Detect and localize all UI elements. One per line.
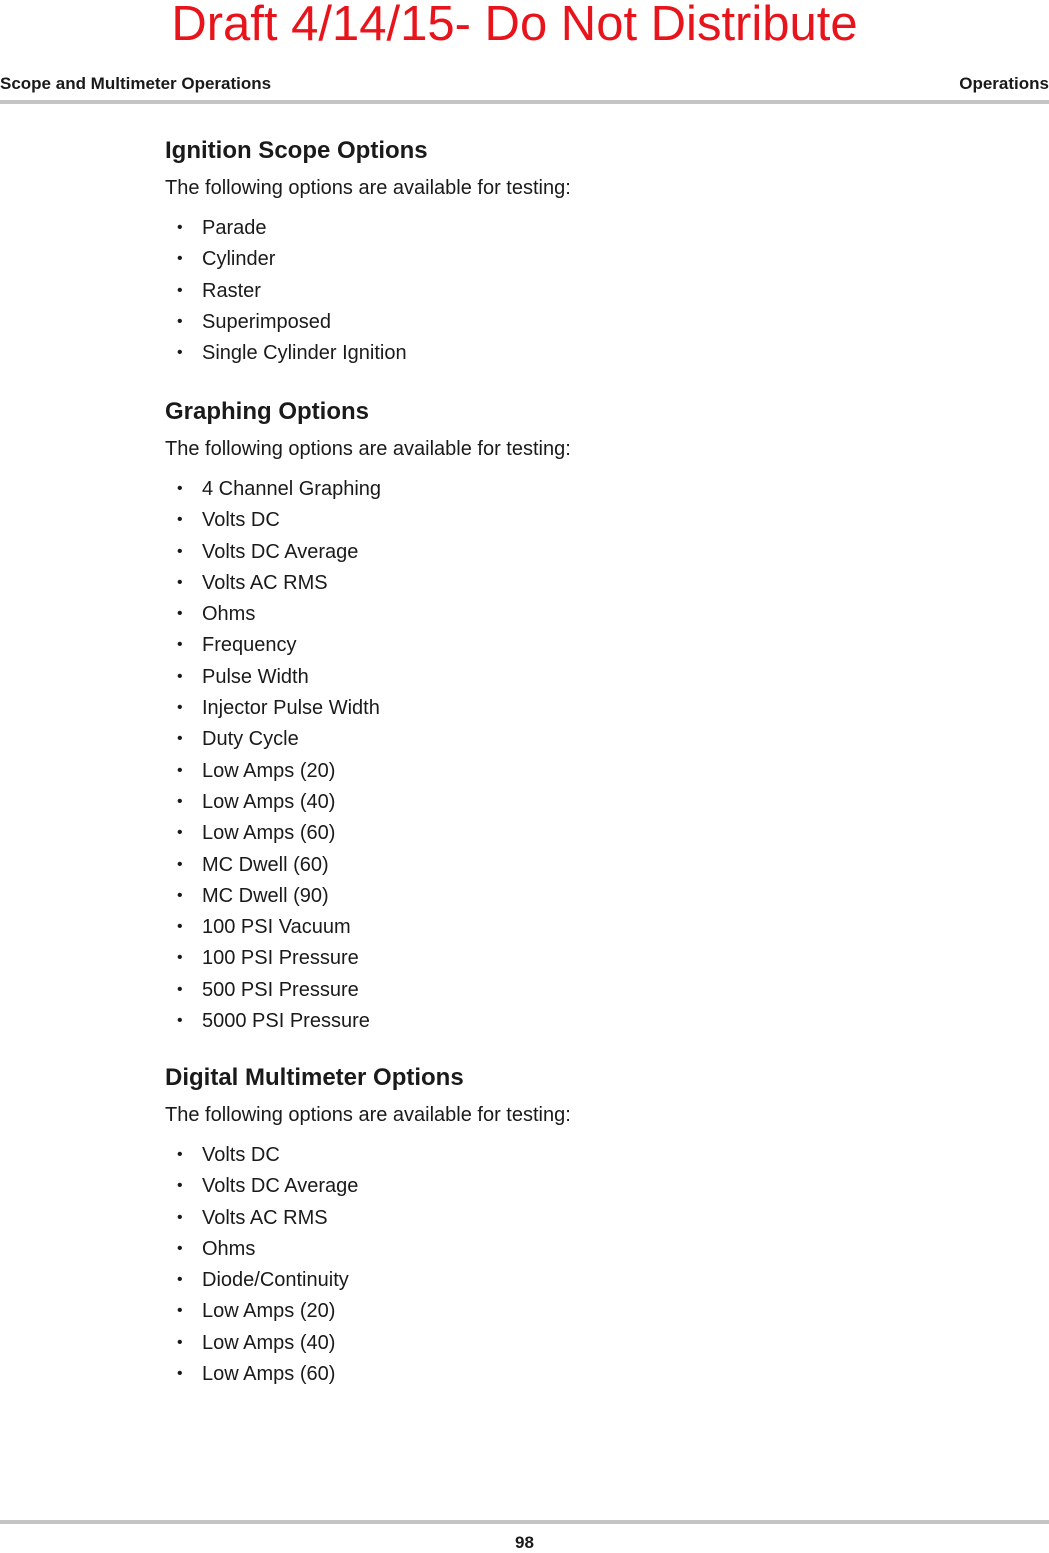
list-item-label: Frequency (202, 634, 297, 657)
bullet-icon: • (177, 730, 183, 748)
list-item-label: Volts AC RMS (202, 571, 328, 594)
list-item (165, 1174, 358, 1205)
list-item-label: Injector Pulse Width (202, 697, 380, 720)
header-section-title: Operations (959, 74, 1049, 93)
list-item-label: Cylinder (202, 248, 276, 271)
list-item-label: Volts DC (202, 1144, 280, 1166)
list-item (165, 665, 381, 696)
section-intro: The following options are available for testing: (165, 1104, 571, 1126)
list-item-label: Pulse Width (202, 665, 309, 688)
bullet-icon: • (177, 761, 183, 779)
bullet-icon: • (177, 1333, 183, 1351)
bullet-icon: • (177, 573, 183, 591)
bullet-icon: • (177, 1146, 183, 1163)
list-item (165, 1009, 381, 1040)
list-item (165, 915, 381, 946)
list-item-label: Low Amps (60) (202, 1363, 336, 1386)
list-item-label: Ohms (202, 1237, 256, 1260)
bullet-icon: • (177, 344, 183, 362)
list-item (165, 727, 381, 758)
section-heading: Digital Multimeter Options (165, 1064, 464, 1091)
bullet-icon: • (177, 1177, 183, 1195)
list-item-label: MC Dwell (90) (202, 884, 329, 907)
page-header (0, 74, 1049, 94)
bullet-icon: • (177, 636, 183, 654)
header-divider (0, 100, 1049, 104)
list-item (165, 1143, 358, 1174)
section-intro: The following options are available for testing: (165, 177, 571, 199)
list-item (165, 884, 381, 915)
list-item (165, 821, 381, 852)
list-item (165, 1331, 358, 1362)
bullet-icon: • (177, 980, 183, 998)
list-item-label: Low Amps (40) (202, 1331, 336, 1354)
list-item (165, 946, 381, 977)
list-item-label: Volts DC Average (202, 540, 359, 563)
bullet-icon: • (177, 918, 183, 936)
list-item (165, 1362, 358, 1393)
bullet-icon: • (177, 281, 183, 299)
list-item (165, 540, 381, 571)
section-ignition-scope-options (165, 136, 965, 365)
list-item-label: Volts AC RMS (202, 1206, 328, 1229)
list-item-label: Superimposed (202, 310, 331, 333)
list-item (165, 853, 381, 884)
section-intro: The following options are available for testing: (165, 438, 571, 460)
list-item (165, 341, 407, 372)
bullet-icon: • (177, 1239, 183, 1257)
list-item-label: Low Amps (40) (202, 790, 336, 813)
list-item-label: Volts DC Average (202, 1175, 359, 1198)
section-heading: Graphing Options (165, 398, 369, 425)
list-item-label: 500 PSI Pressure (202, 978, 359, 1001)
bullet-icon: • (177, 250, 183, 268)
bullet-icon: • (177, 1208, 183, 1226)
bullet-icon: • (177, 219, 183, 236)
section-graphing-options (165, 397, 965, 1033)
list-item-label: Low Amps (20) (202, 1300, 336, 1323)
bullet-icon: • (177, 824, 183, 842)
bullet-icon: • (177, 1302, 183, 1320)
list-item-label: 4 Channel Graphing (202, 478, 382, 500)
list-item (165, 571, 381, 602)
list-item-label: 5000 PSI Pressure (202, 1010, 370, 1033)
options-list (165, 1143, 358, 1393)
page-number: 98 (515, 1533, 534, 1552)
bullet-icon: • (177, 1271, 183, 1289)
bullet-icon: • (177, 605, 183, 623)
list-item (165, 759, 381, 790)
list-item (165, 216, 407, 247)
list-item (165, 247, 407, 278)
section-digital-multimeter-options (165, 1063, 965, 1386)
list-item-label: Duty Cycle (202, 728, 299, 751)
list-item (165, 310, 407, 341)
bullet-icon: • (177, 949, 183, 967)
list-item-label: Single Cylinder Ignition (202, 342, 407, 365)
list-item-label: Parade (202, 217, 267, 239)
bullet-icon: • (177, 792, 183, 810)
bullet-icon: • (177, 480, 183, 497)
list-item-label: 100 PSI Vacuum (202, 916, 351, 939)
list-item (165, 279, 407, 310)
list-item-label: Diode/Continuity (202, 1269, 349, 1292)
bullet-icon: • (177, 667, 183, 685)
list-item (165, 1206, 358, 1237)
options-list (165, 216, 407, 372)
list-item-label: MC Dwell (60) (202, 853, 329, 876)
list-item-label: Raster (202, 279, 261, 302)
list-item-label: Low Amps (20) (202, 759, 336, 782)
header-chapter-title: Scope and Multimeter Operations (0, 74, 272, 93)
list-item (165, 477, 381, 508)
bullet-icon: • (177, 886, 183, 904)
list-item-label: Volts DC (202, 509, 280, 532)
draft-watermark: Draft 4/14/15- Do Not Distribute (171, 0, 858, 51)
list-item-label: 100 PSI Pressure (202, 947, 359, 970)
bullet-icon: • (177, 1365, 183, 1383)
section-heading: Ignition Scope Options (165, 137, 428, 164)
footer-divider (0, 1520, 1049, 1524)
list-item (165, 978, 381, 1009)
list-item (165, 602, 381, 633)
bullet-icon: • (177, 1012, 183, 1030)
bullet-icon: • (177, 312, 183, 330)
bullet-icon: • (177, 511, 183, 529)
list-item (165, 1268, 358, 1299)
list-item-label: Ohms (202, 603, 256, 626)
list-item (165, 696, 381, 727)
bullet-icon: • (177, 699, 183, 717)
list-item (165, 508, 381, 539)
list-item-label: Low Amps (60) (202, 822, 336, 845)
list-item (165, 790, 381, 821)
list-item (165, 1237, 358, 1268)
list-item (165, 633, 381, 664)
bullet-icon: • (177, 855, 183, 873)
options-list (165, 477, 381, 1040)
list-item (165, 1299, 358, 1330)
bullet-icon: • (177, 542, 183, 560)
